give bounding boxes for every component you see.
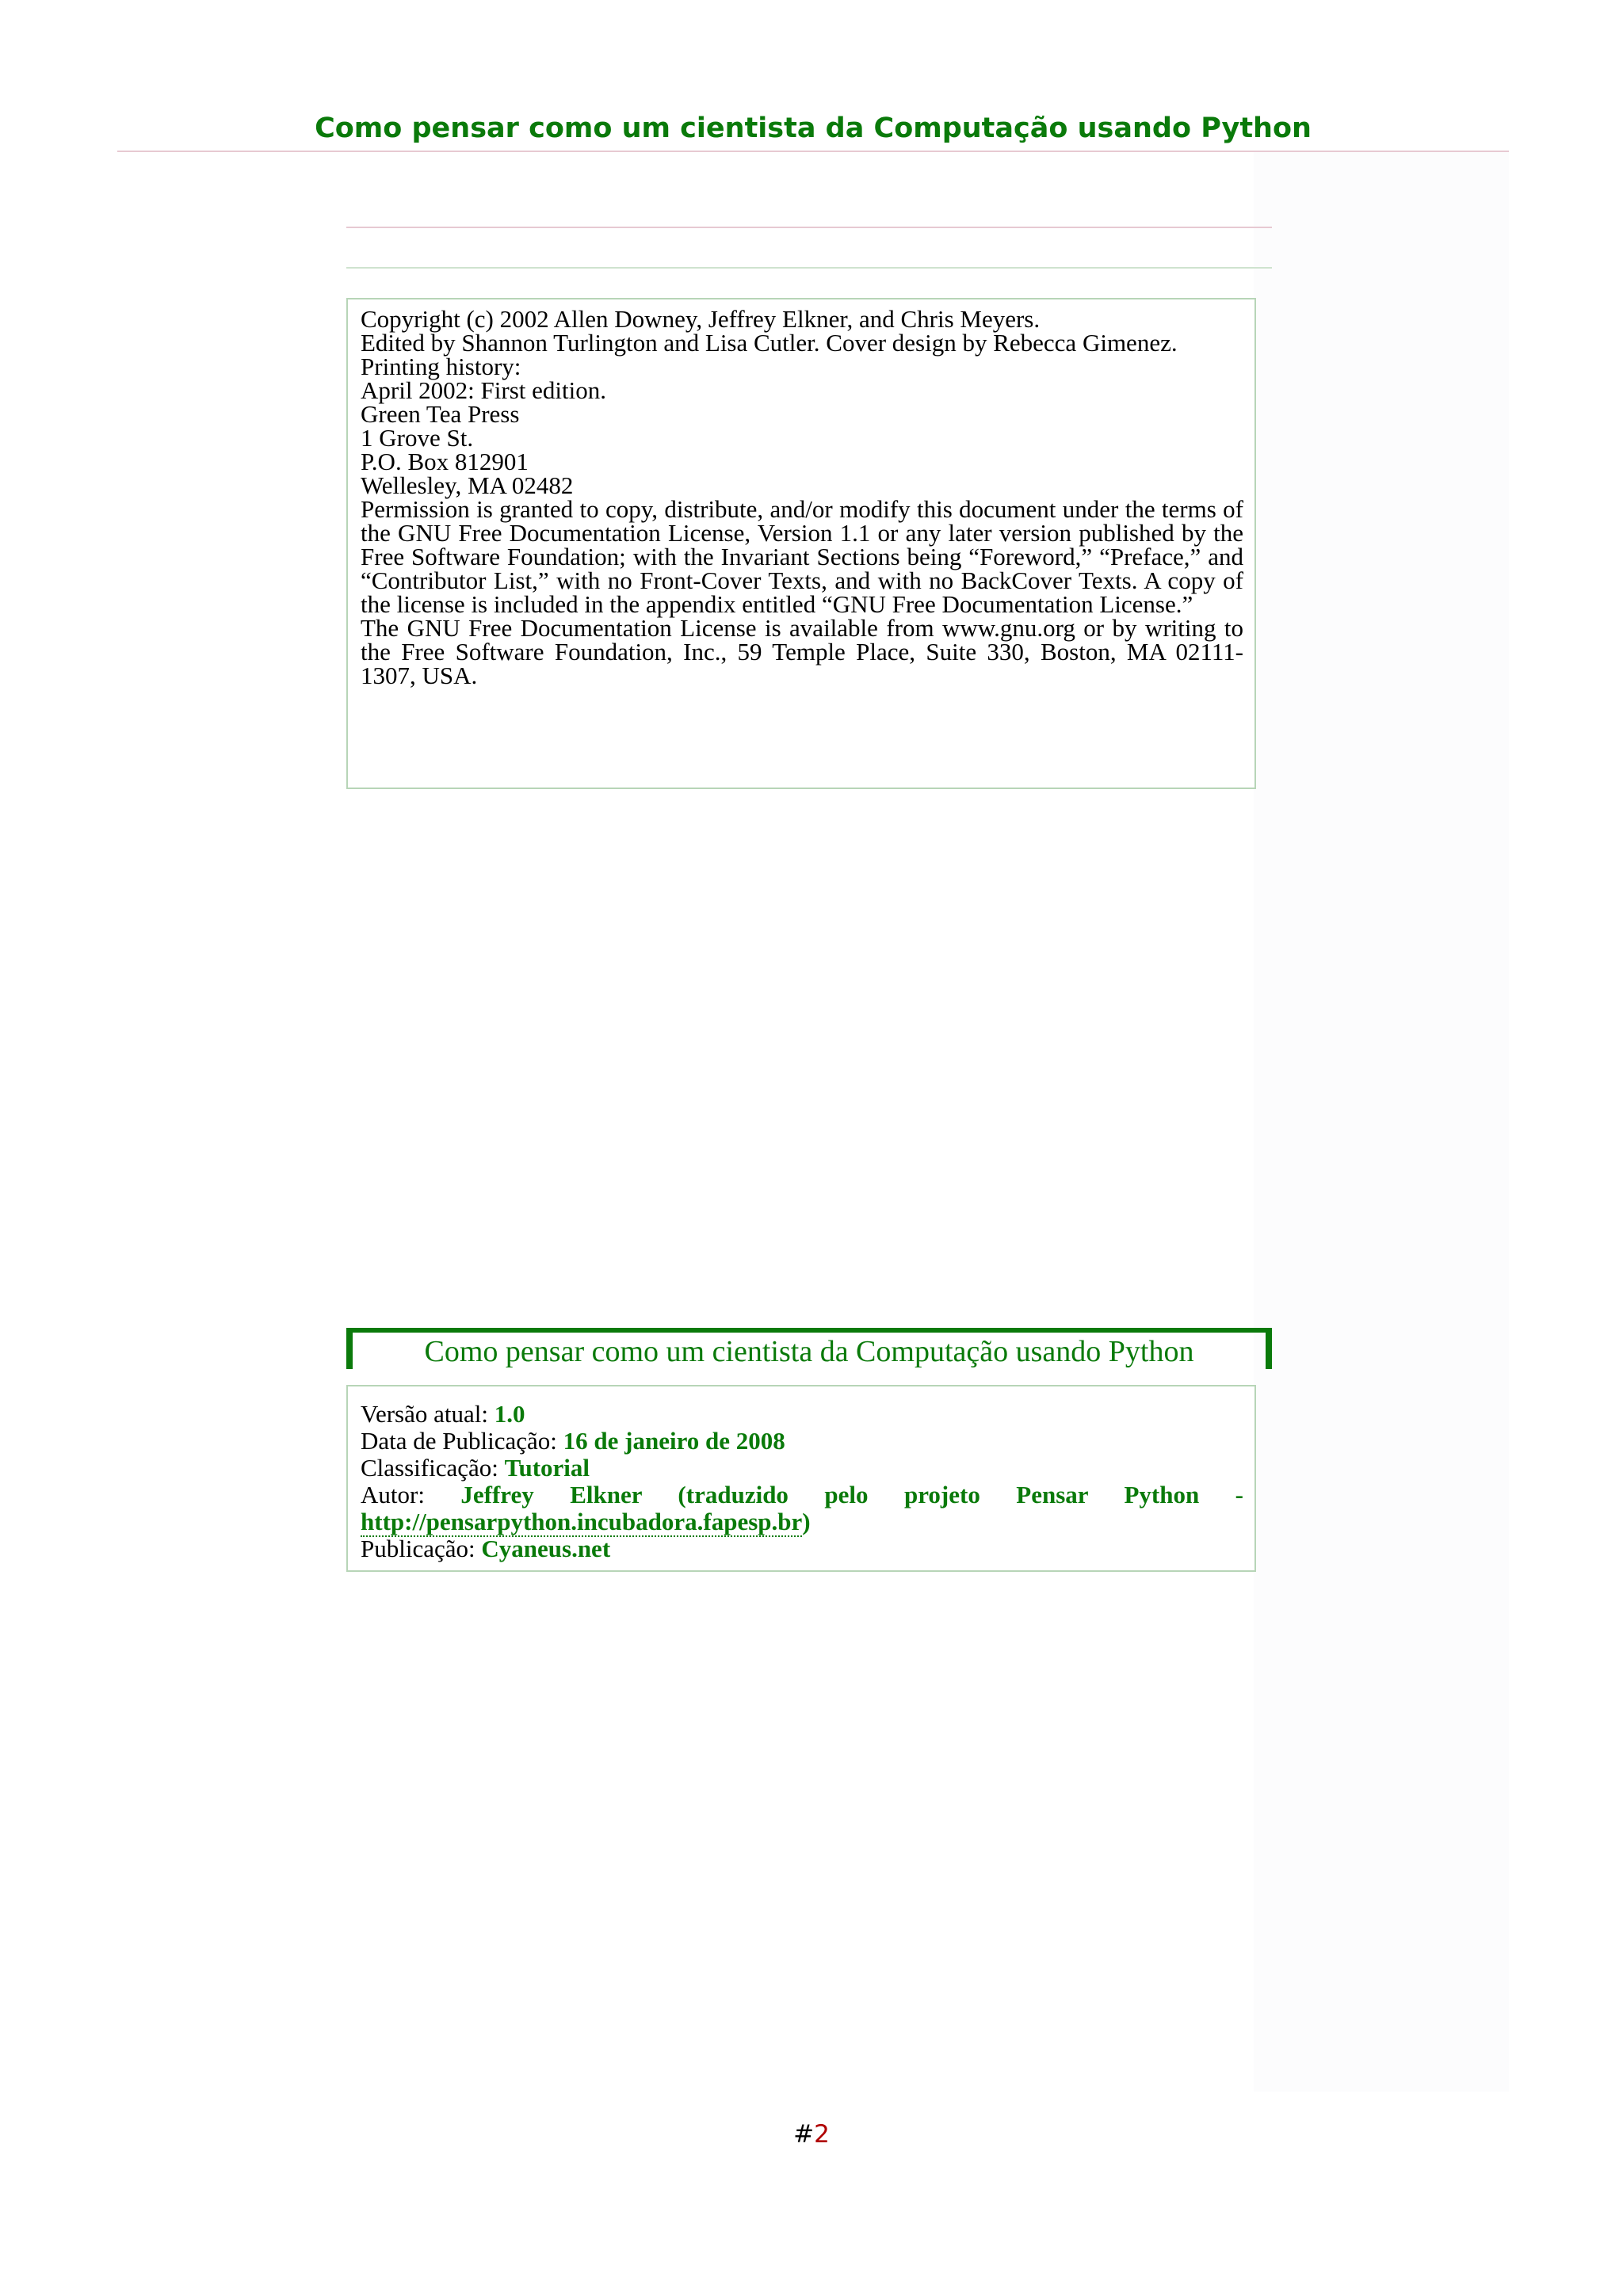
divider-pink (346, 227, 1272, 228)
author-project-link[interactable]: http://pensarpython.incubadora.fapesp.br (361, 1508, 803, 1535)
publication-row (361, 1535, 1243, 1562)
publication-label: Publicação: (361, 1535, 482, 1562)
author-value: Jeffrey Elkner (traduzido pelo projeto Pensar Python - (460, 1481, 1243, 1508)
publication-info-box (346, 1385, 1256, 1572)
page-number-prefix: # (793, 2120, 815, 2149)
copyright-line: Copyright (c) 2002 Allen Downey, Jeffrey Elkner, and Chris Meyers. (361, 305, 1041, 333)
page-number (0, 2120, 1623, 2149)
publisher-name: Green Tea Press (361, 400, 520, 428)
date-value: 16 de janeiro de 2008 (563, 1427, 785, 1455)
publisher-street: 1 Grove St. (361, 424, 474, 452)
date-label: Data de Publicação: (361, 1427, 563, 1455)
author-row (361, 1482, 1243, 1508)
date-row (361, 1428, 1243, 1455)
classification-value: Tutorial (504, 1454, 590, 1482)
author-close-paren: ) (802, 1508, 811, 1535)
copyright-box (346, 298, 1256, 789)
publisher-po-box: P.O. Box 812901 (361, 448, 529, 475)
info-box-title: Como pensar como um cientista da Computação usando Python (346, 1328, 1272, 1369)
version-value: 1.0 (494, 1400, 525, 1428)
page-number-value: 2 (814, 2120, 830, 2149)
permission-paragraph: Permission is granted to copy, distribute, and/or modify this document under the terms of the GNU Free Documentation License, Version 1.1 or any later version published by the Free Software Foundation; with the Invariant Sections being “Foreword,” “Preface,” and “Contributor List,” with no Front-Cover Texts, and with no BackCover Texts. A copy of the license is included in the appendix entitled “GNU Free Documentation License.” (361, 495, 1243, 618)
version-row (361, 1401, 1243, 1428)
printing-history-label: Printing history: (361, 353, 521, 380)
classification-row (361, 1455, 1243, 1482)
page-shade (1254, 151, 1509, 2092)
author-label: Autor: (361, 1481, 461, 1508)
page-header-title: Como pensar como um cientista da Computação usando Python (315, 113, 1312, 144)
first-edition-line: April 2002: First edition. (361, 376, 606, 404)
license-availability-paragraph: The GNU Free Documentation License is available from www.gnu.org or by writing to the Free Software Foundation, Inc., 59 Temple Place, Suite 330, Boston, MA 02111-1307, USA. (361, 614, 1243, 689)
classification-label: Classificação: (361, 1454, 505, 1482)
edited-by-line: Edited by Shannon Turlington and Lisa Cutler. Cover design by Rebecca Gimenez. (361, 329, 1178, 357)
publisher-city: Wellesley, MA 02482 (361, 471, 574, 499)
divider-green (346, 267, 1272, 269)
header-divider (117, 151, 1509, 152)
author-link-row (361, 1508, 1243, 1535)
version-label: Versão atual: (361, 1400, 495, 1428)
publication-value: Cyaneus.net (481, 1535, 611, 1562)
